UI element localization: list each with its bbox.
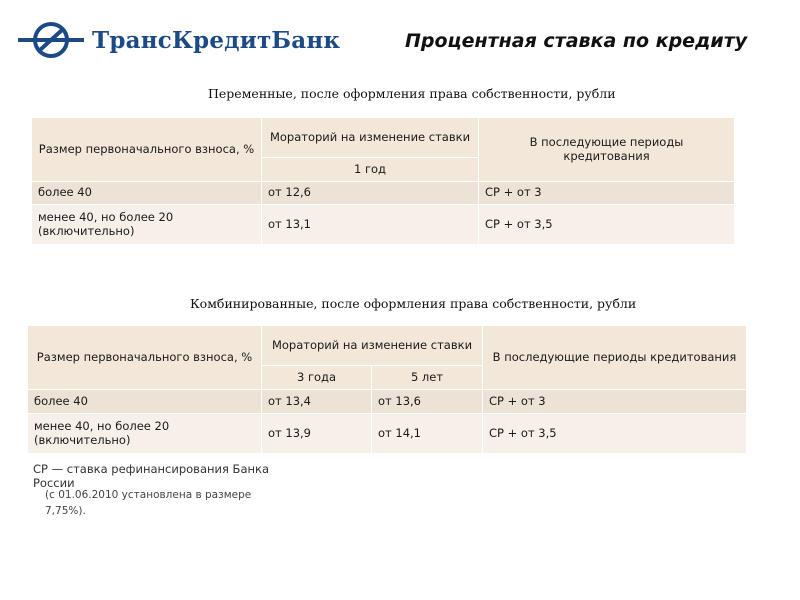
slide-title: Процентная ставка по кредиту xyxy=(405,30,748,52)
header-down-payment: Размер первоначального взноса, % xyxy=(28,326,262,390)
cell-later-rate: СР + от 3 xyxy=(479,182,735,205)
cell-down-payment: более 40 xyxy=(32,182,262,205)
cell-moratorium-rate: от 13,1 xyxy=(262,205,479,245)
subheader-term: 5 лет xyxy=(372,366,483,390)
cell-moratorium-rate: от 13,4 xyxy=(262,390,372,414)
footnote-refinancing-rate: СР — ставка рефинансирования Банка России xyxy=(33,462,270,491)
header-later-periods: В последующие периоды кредитования xyxy=(479,118,735,182)
variable-rate-table xyxy=(31,117,735,245)
cell-moratorium-rate: от 13,9 xyxy=(262,414,372,454)
bank-logo xyxy=(18,18,340,62)
section-combined-title: Комбинированные, после оформления права собственности, рубли xyxy=(190,296,637,311)
table-row xyxy=(28,414,747,454)
combined-rate-table xyxy=(27,325,747,454)
subheader-term: 1 год xyxy=(262,158,479,182)
cell-later-rate: СР + от 3,5 xyxy=(483,414,747,454)
header-moratorium: Мораторий на изменение ставки xyxy=(262,118,479,158)
table-row xyxy=(32,182,735,205)
cell-moratorium-rate: от 13,6 xyxy=(372,390,483,414)
section-variable-title: Переменные, после оформления права собственности, рубли xyxy=(208,86,616,101)
table-row xyxy=(28,390,747,414)
header-down-payment: Размер первоначального взноса, % xyxy=(32,118,262,182)
subheader-term: 3 года xyxy=(262,366,372,390)
cell-down-payment: менее 40, но более 20 (включительно) xyxy=(32,205,262,245)
cell-later-rate: СР + от 3 xyxy=(483,390,747,414)
logo-text: ТрансКредитБанк xyxy=(92,26,341,54)
cell-down-payment: менее 40, но более 20 (включительно) xyxy=(28,414,262,454)
cell-moratorium-rate: от 14,1 xyxy=(372,414,483,454)
header-moratorium: Мораторий на изменение ставки xyxy=(262,326,483,366)
header-later-periods: В последующие периоды кредитования xyxy=(483,326,747,390)
table-row xyxy=(32,205,735,245)
cell-down-payment: более 40 xyxy=(28,390,262,414)
bank-emblem-icon xyxy=(18,20,84,60)
cell-moratorium-rate: от 12,6 xyxy=(262,182,479,205)
footnote-rate-value: (с 01.06.2010 установлена в размере 7,75%). xyxy=(45,489,252,517)
cell-later-rate: СР + от 3,5 xyxy=(479,205,735,245)
